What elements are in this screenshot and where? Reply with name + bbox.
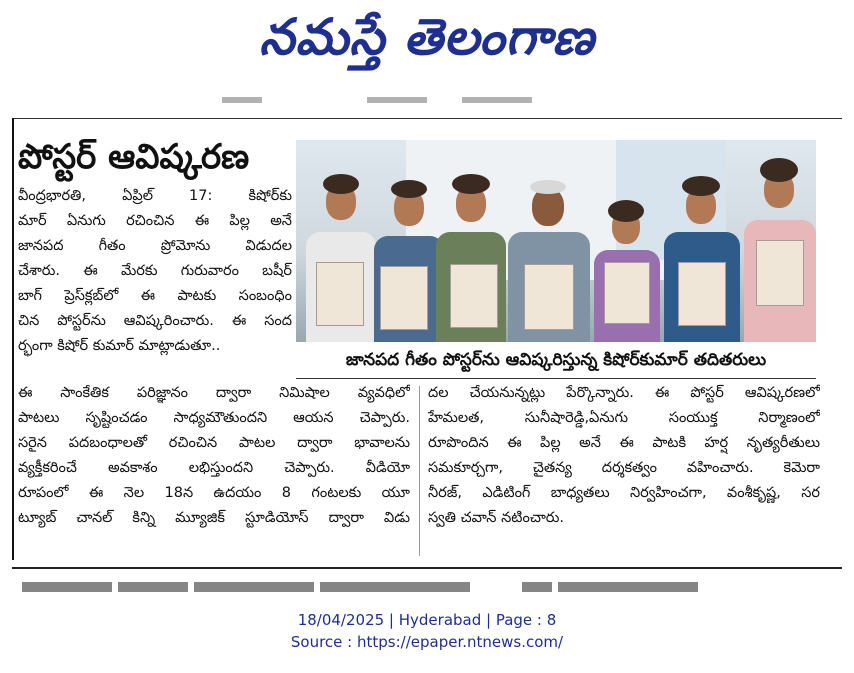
- article-column-right: [428, 381, 820, 531]
- article-photo: [296, 140, 816, 342]
- article-headline: పోస్టర్ ఆవిష్కరణ: [18, 137, 250, 177]
- photo-person: [594, 192, 660, 342]
- text-line: చేశారు. ఈ మేరకు గురువారం బషీర్: [18, 263, 292, 279]
- text-line: వ్యక్తీకరించే అవకాశం లభిస్తుందని చెప్పారు. వీడియో: [18, 460, 410, 476]
- text-line: రూపంలో ఈ నెల 18న ఉదయం 8 గంటలకు యూ: [18, 485, 410, 501]
- text-line: ర్భంగా కిషోర్ కుమార్ మాట్లాడుతూ..: [18, 338, 221, 354]
- edition-info: 18/04/2025 | Hyderabad | Page : 8: [297, 611, 557, 629]
- photo-person: [374, 170, 444, 342]
- text-line: హేమలత, సునీషారెడ్డి,ఏనుగు సంయుక్త నిర్మాణంలో: [428, 410, 820, 426]
- photo-person: [744, 150, 816, 342]
- article-column-left: [18, 381, 410, 531]
- page-footer: [0, 609, 854, 653]
- source-link[interactable]: Source : https://epaper.ntnews.com/: [290, 633, 564, 651]
- text-line: వీంద్రభారతి, ఏప్రిల్ 17: కిషోర్‌కు: [18, 188, 292, 204]
- text-line: బాగ్ ప్రెస్‌క్లబ్‌లో ఈ పాటకు సంబంధిం: [18, 288, 292, 304]
- photo-person: [664, 166, 740, 342]
- photo-person: [508, 166, 590, 342]
- article-bottom-rule: [12, 567, 842, 569]
- article-top-rule: [12, 118, 842, 119]
- text-line: సమకూర్చగా, చైతన్య దర్శకత్వం వహించారు. కెమెరా: [428, 460, 820, 476]
- text-line: నీరజ్, ఎడిటింగ్ బాధ్యతలు నిర్వహించగా, వంశీకృష్ణ, సర: [428, 485, 820, 501]
- text-line: దల చేయనున్నట్లు పేర్కొన్నారు. ఈ పోస్టర్ ఆవిష్కరణలో: [428, 385, 820, 401]
- caption-rule: [296, 378, 816, 379]
- photo-caption: జానపద గీతం పోస్టర్‌ను ఆవిష్కరిస్తున్న కిషోర్‌కుమార్ తదితరులు: [296, 342, 816, 378]
- text-line: పాటలు సృష్టించడం సాధ్యమౌతుందని ఆయన చెప్పారు.: [18, 410, 410, 426]
- masthead: [0, 0, 854, 88]
- text-line: చిన పోస్టర్‌ను ఆవిష్కరించారు. ఈ సంద: [18, 313, 292, 329]
- text-line: మార్ ఏనుగు రచించిన ఈ పిల్ల అనే: [18, 213, 292, 229]
- article-left-rule: [12, 118, 14, 560]
- article-column-intro: [18, 184, 292, 359]
- text-line: ట్యూబ్ చానల్ కిన్ని మ్యూజిక్ స్టూడియోస్ ద్వారా విడు: [18, 510, 410, 526]
- photo-person: [436, 164, 506, 342]
- text-line: ఈ సాంకేతిక పరిజ్ఞానం ద్వారా నిమిషాల వ్యవధిలో: [18, 385, 410, 401]
- text-line: సరైన పదబంధాలతో రచించిన పాటల ద్వారా భావాలను: [18, 435, 410, 451]
- newspaper-logo: నమస్తే తెలంగాణ: [259, 8, 595, 66]
- photo-person: [306, 162, 376, 342]
- cropped-text-strip: [12, 95, 842, 109]
- text-line: స్వతి చవాన్ నటించారు.: [428, 510, 565, 526]
- text-line: జానపద గీతం ప్రోమోను విడుదల: [18, 238, 292, 254]
- cropped-text-strip: [22, 576, 842, 592]
- text-line: రూపొందిన ఈ పిల్ల అనే ఈ పాటకి హర్ష నృత్యరీతులు: [428, 435, 820, 451]
- column-divider: [419, 386, 420, 556]
